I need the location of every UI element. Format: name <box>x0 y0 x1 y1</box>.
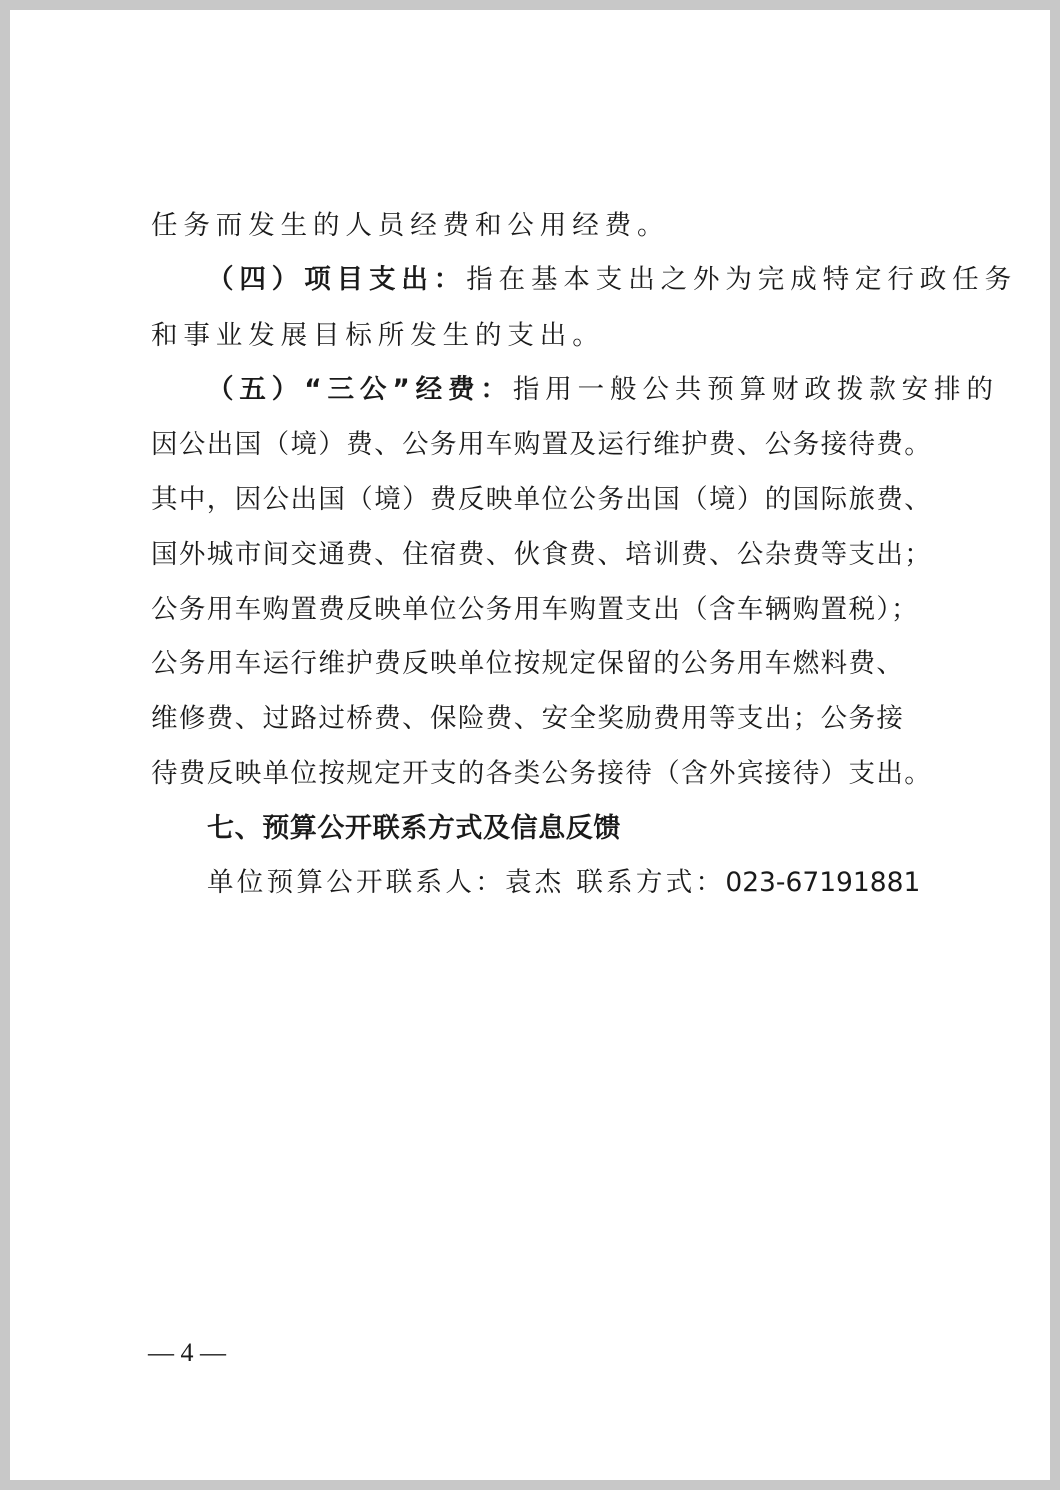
document-page <box>10 10 1050 1480</box>
contact-label: 单位预算公开联系人：袁杰 联系方式： <box>207 867 726 898</box>
item-5-label: （五）“三公”经费： <box>207 374 513 405</box>
paragraph-line-9: 公务用车运行维护费反映单位按规定保留的公务用车燃料费、 <box>151 648 905 679</box>
paragraph-line-10: 维修费、过路过桥费、保险费、安全奖励费用等支出；公务接 <box>151 703 905 734</box>
item-5-line <box>207 374 999 405</box>
item-4-line <box>207 264 1018 295</box>
contact-line <box>207 867 921 898</box>
item-4-label: （四）项目支出： <box>207 264 467 295</box>
paragraph-line-7: 国外城市间交通费、住宿费、伙食费、培训费、公杂费等支出； <box>151 539 933 570</box>
paragraph-line-5: 因公出国（境）费、公务用车购置及运行维护费、公务接待费。 <box>151 429 933 460</box>
section-7-heading: 七、预算公开联系方式及信息反馈 <box>207 813 621 844</box>
item-5-text: 指用一般公共预算财政拨款安排的 <box>512 374 999 405</box>
page-number: — 4 — <box>148 1338 226 1367</box>
item-4-text: 指在基本支出之外为完成特定行政任务 <box>466 264 1018 295</box>
contact-phone: 023-67191881 <box>725 867 921 898</box>
paragraph-line-11: 待费反映单位按规定开支的各类公务接待（含外宾接待）支出。 <box>151 758 933 789</box>
paragraph-line-1: 任务而发生的人员经费和公用经费。 <box>151 210 670 241</box>
paragraph-line-8: 公务用车购置费反映单位公务用车购置支出（含车辆购置税）； <box>151 594 919 625</box>
paragraph-line-3: 和事业发展目标所发生的支出。 <box>151 320 605 351</box>
paragraph-line-6: 其中，因公出国（境）费反映单位公务出国（境）的国际旅费、 <box>151 484 933 515</box>
